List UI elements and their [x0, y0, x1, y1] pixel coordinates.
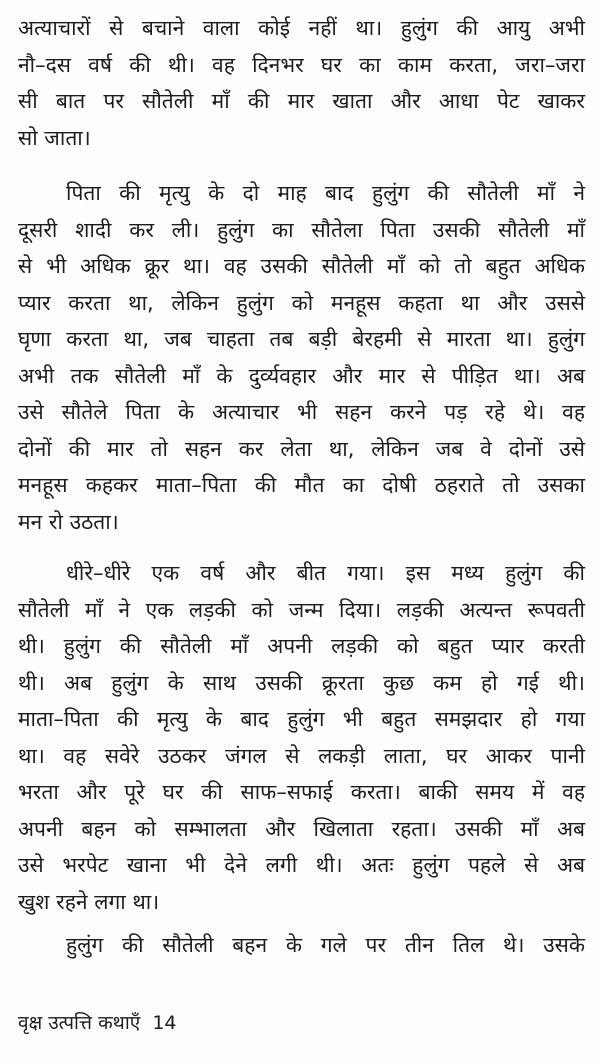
text-line: सौतेली माँ ने एक लड़की को जन्म दिया। लड़की अत्यन्त रूपवती	[18, 597, 585, 622]
page-footer	[18, 1010, 177, 1036]
text-line: माता–पिता की मृत्यु के बाद हुलुंग भी बहुत समझदार हो गया	[18, 707, 585, 731]
text-line: दोनों की मार तो सहन कर लेता था, लेकिन जब वे दोनों उसे	[18, 436, 585, 461]
text-line: मनहूस कहकर माता–पिता की मौत का दोषी ठहराते तो उसका	[18, 473, 585, 497]
text-line: प्यार करता था, लेकिन हुलुंग को मनहूस कहता था और उससे	[18, 290, 585, 315]
text-line: सो जाता।	[18, 125, 91, 150]
text-line: उसे सौतेले पिता के अत्याचार भी सहन करने पड़ रहे थे। वह	[18, 400, 585, 424]
text-line: थी। अब हुलुंग के साथ उसकी क्रूरता कुछ कम हो गई थी।	[18, 670, 585, 695]
text-line: था। वह सवेरे उठकर जंगल से लकड़ी लाता, घर आकर पानी	[18, 743, 585, 768]
page-number: 14	[152, 1012, 177, 1034]
text-line: पिता की मृत्यु के दो माह बाद हुलुंग की सौतेली माँ ने	[66, 181, 585, 205]
text-line: धीरे–धीरे एक वर्ष और बीत गया। इस मध्य हुलुंग की	[66, 561, 585, 585]
paragraph-4	[18, 927, 585, 964]
text-line: हुलुंग की सौतेली बहन के गले पर तीन तिल थे। उसके	[66, 933, 585, 957]
text-line: भरता और पूरे घर की साफ–सफाई करता। बाकी समय में वह	[18, 780, 585, 804]
text-line: सी बात पर सौतेली माँ की मार खाता और आधा पेट खाकर	[18, 89, 585, 113]
paragraph-2	[18, 175, 585, 540]
text-line: थी। हुलुंग की सौतेली माँ अपनी लड़की को बहुत प्यार करती	[18, 634, 585, 658]
paragraph-3	[18, 555, 585, 920]
text-line: अपनी बहन को सम्भालता और खिलाता रहता। उसकी माँ अब	[18, 816, 585, 841]
text-line: नौ–दस वर्ष की थी। वह दिनभर घर का काम करता, जरा–जरा	[18, 52, 585, 77]
book-title: वृक्ष उत्पत्ति कथाएँ	[18, 1012, 141, 1034]
text-line: अत्याचारों से बचाने वाला कोई नहीं था। हुलुंग की आयु अभी	[18, 16, 585, 40]
paragraph-1	[18, 10, 585, 156]
text-line: अभी तक सौतेली माँ के दुर्व्यवहार और मार से पीड़ित था। अब	[18, 363, 585, 388]
text-line: खुश रहने लगा था।	[18, 889, 160, 914]
text-line: उसे भरपेट खाना भी देने लगी थी। अतः हुलुंग पहले से अब	[18, 853, 585, 877]
text-line: घृणा करता था, जब चाहता तब बड़ी बेरहमी से मारता था। हुलुंग	[18, 327, 585, 351]
text-line: मन रो उठता।	[18, 509, 119, 534]
text-line: से भी अधिक क्रूर था। वह उसकी सौतेली माँ को तो बहुत अधिक	[18, 254, 585, 278]
text-line: दूसरी शादी कर ली। हुलुंग का सौतेला पिता उसकी सौतेली माँ	[18, 217, 585, 242]
